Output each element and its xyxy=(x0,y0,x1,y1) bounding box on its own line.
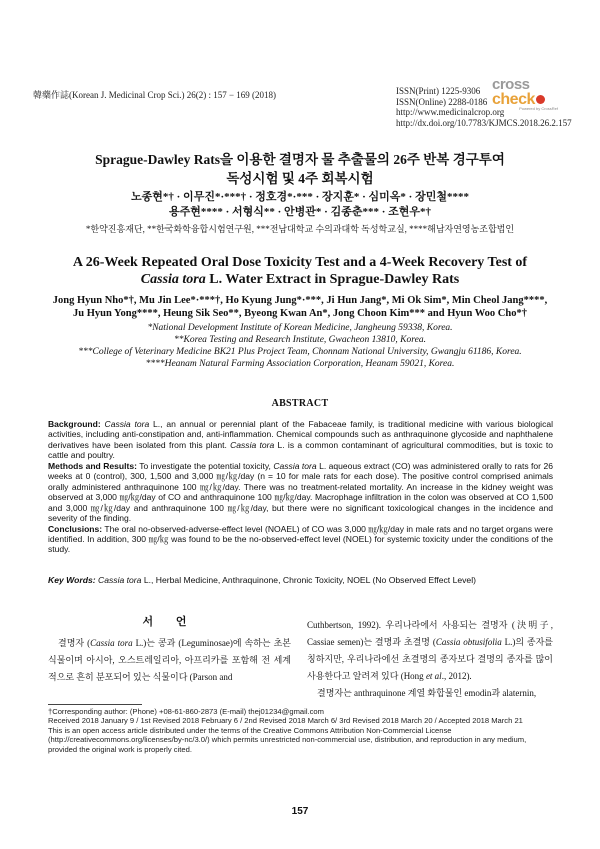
page-number: 157 xyxy=(291,806,309,817)
journal-citation: 韓藥作誌(Korean J. Medicinal Crop Sci.) 26(2) : 157 − 169 (2018) xyxy=(33,90,277,100)
authors-english-line1: Jong Hyun Nho*†, Mu Jin Lee*·***†, Ho Kyung Jung*·***, Ji Hun Jang*, Mi Ok Sim*, Min Cheol Jang****, xyxy=(52,295,548,306)
title-english-line1: A 26-Week Repeated Oral Dose Toxicity Test and a 4-Week Recovery Test of xyxy=(72,255,528,270)
affiliations-english xyxy=(20,322,580,370)
title-korean xyxy=(20,150,580,188)
title-korean-line1: Sprague-Dawley Rats을 이용한 결명자 물 추출물의 26주 반복 경구투여 xyxy=(95,152,505,167)
authors-english xyxy=(20,294,580,320)
authors-english-line2: Ju Hyun Yong****, Heung Sik Seo**, Byeong Kwan An*, Jong Choon Kim*** and Hyun Woo Cho*† xyxy=(73,308,527,319)
affiliation-1: *National Development Institute of Korean Medicine, Jangheung 59338, Korea. xyxy=(147,323,453,333)
authors-korean-line2: 용주현**** · 서형식** · 안병관* · 김종춘*** · 조현우*† xyxy=(168,206,432,218)
crossref-word-check: check xyxy=(492,92,558,107)
abstract-body xyxy=(48,419,553,555)
issn-online: ISSN(Online) 2288-0186 xyxy=(396,96,488,107)
footnote xyxy=(48,707,553,754)
intro-right-column xyxy=(307,617,553,702)
crossmark-logo[interactable] xyxy=(492,78,558,112)
section-heading-intro: 서 언 xyxy=(142,616,197,628)
authors-korean xyxy=(20,190,580,220)
doi-link[interactable]: http://dx.doi.org/10.7783/KJMCS.2018.26.2.157 xyxy=(396,117,572,128)
intro-left-column xyxy=(48,615,291,686)
affiliation-4: ****Heanam Natural Farming Association Corporation, Heanam 59021, Korea. xyxy=(145,359,455,369)
authors-korean-line1: 노종현*† · 이무진*·***† · 정호경*·*** · 장지훈* · 심미옥* · 장민철**** xyxy=(131,191,469,203)
received-dates: Received 2018 January 9 / 1st Revised 2018 February 6 / 2nd Revised 2018 March 6/ 3rd Revised 2018 March 20 / Accepted 2018 March 21 xyxy=(48,716,523,726)
issn-print: ISSN(Print) 1225-9306 xyxy=(396,86,481,96)
abstract-conclusions: Conclusions: The oral no-observed-adverse-effect level (NOAEL) of CO was 3,000 ㎎/㎏/day in male rats and no target organs were identified. In addition, 300 ㎎/㎏ was found to be the no-observed-effect level (NOEL) for systemic toxicity under the conditions of the study. xyxy=(48,523,553,555)
title-english-line2 xyxy=(20,271,580,288)
title-english xyxy=(20,254,580,288)
corresponding-author: †Corresponding author: (Phone) +08-61-860-2873 (E-mail) thej01234@gmail.com xyxy=(48,707,324,716)
journal-url[interactable]: http://www.medicinalcrop.org xyxy=(396,107,505,117)
title-korean-line2: 독성시험 및 4주 회복시험 xyxy=(226,171,374,186)
crossmark-icon xyxy=(536,95,545,104)
affiliation-3: ***College of Veterinary Medicine BK21 Plus Project Team, Chonnam National University, Gwangju 61186, Korea. xyxy=(78,347,522,357)
keywords: Key Words: Cassia tora L., Herbal Medicine, Anthraquinone, Chronic Toxicity, NOEL (No Observed Effect Level) xyxy=(48,575,476,585)
abstract-methods: Methods and Results: To investigate the potential toxicity, Cassia tora L. aqueous extract (CO) was administered orally to rats for 26 weeks at 0 (control), 300, 1,500 and 3,000 ㎎/㎏/day (n = 10 for male rats for each dose). The positive control comprised animals orally administered anthraquinone 100 ㎎/㎏/day. There was no treatment-related mortality. An increase in the kidney weight was observed at 3,000 ㎎/㎏/day of CO and anthraquinone 100 ㎎/㎏/day. Macrophage infiltration in the colon was observed at CO 1,500 and 3,000 ㎎/㎏/day and anthraquinone 100 ㎎/㎏/day, but there were no significant toxicological changes in the incidence and severity of the finding. xyxy=(48,460,553,524)
title-english-line2-rest: L. Water Extract in Sprague-Dawley Rats xyxy=(205,272,460,287)
crossref-powered: Powered by CrossRef xyxy=(519,106,558,111)
keywords-label: Key Words: xyxy=(48,575,96,585)
affiliation-2: **Korea Testing and Research Institute, Gwacheon 13810, Korea. xyxy=(174,335,426,345)
intro-paragraph-1-cont: Cuthbertson, 1992). 우리나라에서 사용되는 결명자 (決明子, Cassiae semen)는 결명과 초결명 (Cassia obtusifolia L.)의 종자를 칭하지만, 우리나라에선 초결명의 종자보다 결명의 종자를 많이 사용한다고 알려져 있다 (Hong et al., 2012). xyxy=(307,620,553,681)
title-species: Cassia tora xyxy=(140,272,206,287)
intro-paragraph-2: 결명자는 anthraquinone 계열 화합물인 emodin과 alaternin, xyxy=(317,688,537,698)
abstract-heading: ABSTRACT xyxy=(271,398,329,409)
footnote-divider xyxy=(48,704,142,705)
affiliations-korean: *한약진흥재단, **한국화학융합시험연구원, ***전남대학교 수의과대학 독성학교실, ****해남자연영농조합법인 xyxy=(85,224,515,234)
intro-paragraph-1: 결명자 (Cassia tora L.)는 콩과 (Leguminosae)에 속하는 초본식물이며 아시아, 오스트레일리아, 아프리카를 포함해 전 세계적으로 흔히 분포되어 있는 식물이다 (Parson and xyxy=(48,638,291,682)
crossref-word-cross: cross xyxy=(492,76,530,93)
abstract-background: Background: Cassia tora L., an annual or perennial plant of the Fabaceae family, is traditional medicine with various biological activities, including anti-constipation and, anti-inflammation. Chemical compounds such as anthraquinone glycoside and naphthalene derivatives have been isolated from this plant. Cassia tora L. is a common contaminant of agricultural commodities, but is toxic to cattle and poultry. xyxy=(48,419,554,461)
license-text: This is an open access article distributed under the terms of the Creative Commons Attribution Non-Commercial License (http://creativecommons.org/licenses/by-nc/3.0/) which permits unrestricted non-commercial use, distribution, and reproduction in any medium, provided the original work is properly cited. xyxy=(48,725,527,754)
